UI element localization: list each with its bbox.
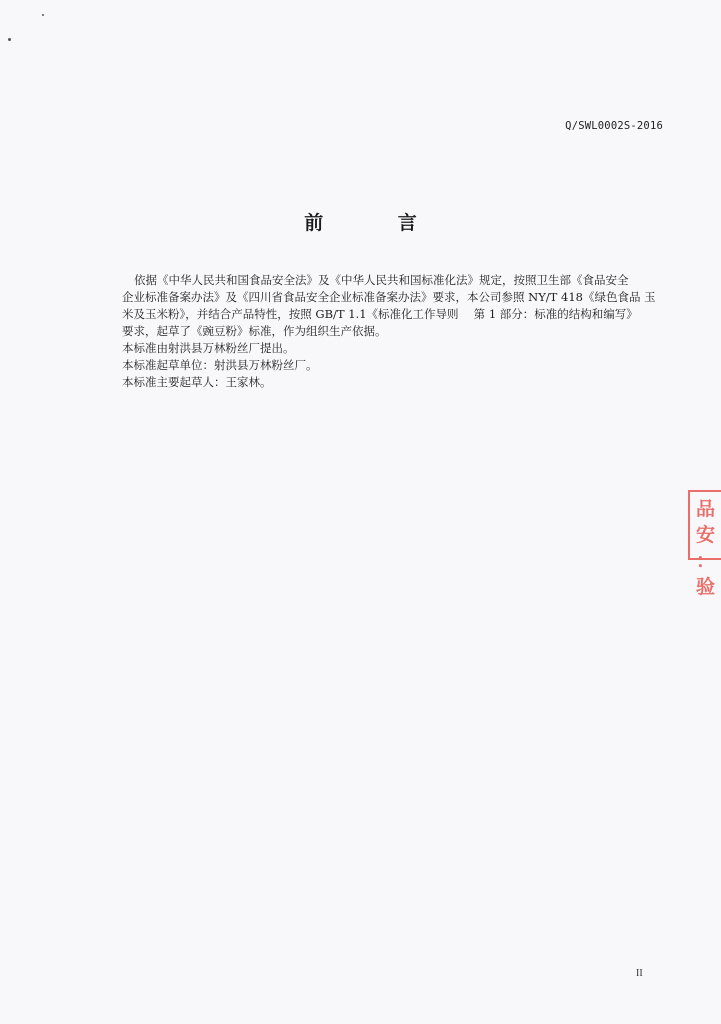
proposer-statement: 本标准由射洪县万林粉丝厂提出。 bbox=[122, 341, 295, 355]
preface-line: 企业标准备案办法》及《四川省食品安全企业标准备案办法》要求，本公司参照 NY/T 418《绿色食品 玉 bbox=[122, 290, 656, 304]
seal-stamp-text: ：验 bbox=[696, 550, 716, 598]
main-drafter-statement: 本标准主要起草人：王家林。 bbox=[122, 375, 272, 389]
preface-paragraph bbox=[110, 272, 665, 340]
seal-stamp bbox=[688, 490, 721, 598]
preface-line: 米及玉米粉》，并结合产品特性，按照 GB/T 1.1《标准化工作导则 第 1 部分：标准的结构和编写》 bbox=[122, 307, 638, 321]
document-code: Q/SWL0002S-2016 bbox=[565, 120, 663, 132]
seal-stamp-text: 品安 bbox=[696, 498, 716, 546]
drafting-unit-statement: 本标准起草单位：射洪县万林粉丝厂。 bbox=[122, 358, 318, 372]
page-number: II bbox=[636, 968, 643, 979]
scan-speck bbox=[42, 14, 44, 16]
preface-line: 依据《中华人民共和国食品安全法》及《中华人民共和国标准化法》规定，按照卫生部《食品安全 bbox=[134, 273, 629, 287]
section-title: 前 言 bbox=[304, 212, 451, 234]
scan-speck bbox=[8, 38, 11, 41]
preface-body bbox=[110, 272, 665, 391]
preface-line: 要求，起草了《豌豆粉》标准，作为组织生产依据。 bbox=[122, 324, 387, 338]
